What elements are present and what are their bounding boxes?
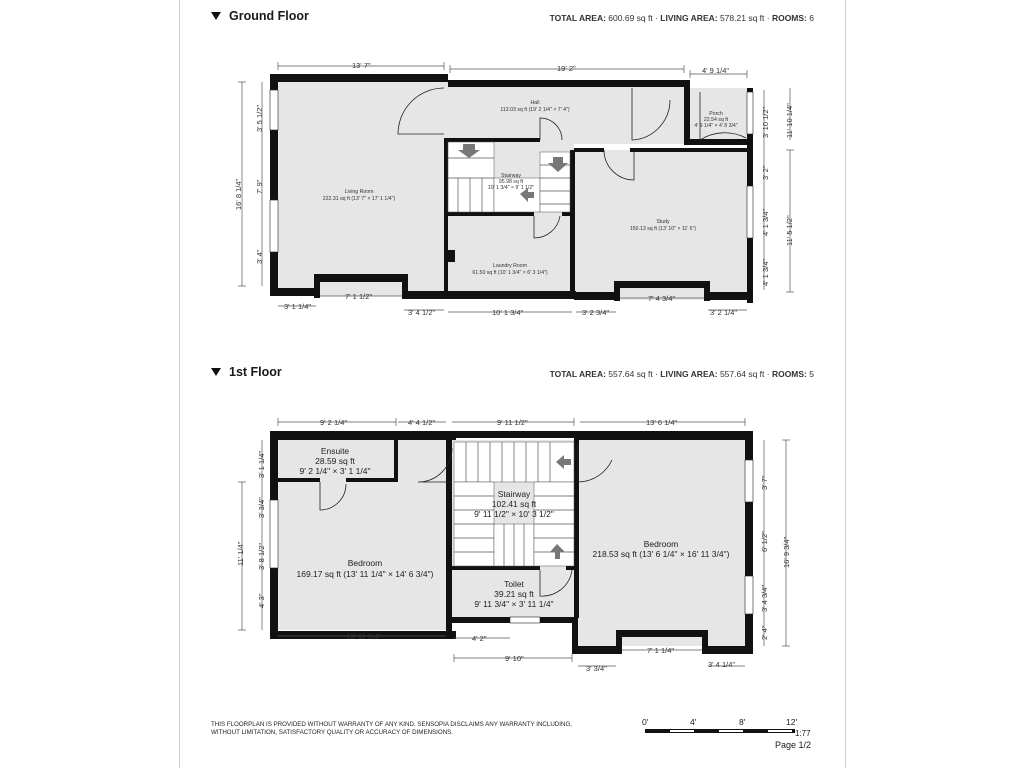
svg-text:7' 4 3/4": 7' 4 3/4" <box>648 294 676 303</box>
page-number: Page 1/2 <box>775 740 812 750</box>
scale-ratio: 1:77 <box>795 729 811 738</box>
room-area: 218.53 sq ft (13' 6 1/4" × 16' 11 3/4") <box>592 549 730 559</box>
room-name: Porch <box>709 111 723 117</box>
room-area: 28.59 sq ft <box>315 456 355 466</box>
room-area: 95.98 sq ft <box>498 179 524 185</box>
svg-text:4' 9 1/4": 4' 9 1/4" <box>702 66 730 75</box>
floor-title: 1st Floor <box>229 365 282 379</box>
svg-text:3' 4 1/4": 3' 4 1/4" <box>708 660 736 669</box>
svg-text:13' 6 1/4": 13' 6 1/4" <box>646 418 678 427</box>
svg-text:16' 9 3/4": 16' 9 3/4" <box>782 536 791 568</box>
svg-text:7' 1 1/4": 7' 1 1/4" <box>647 646 675 655</box>
room-area: 113.03 sq ft (19' 2 1/4" × 7' 4") <box>500 107 570 113</box>
svg-text:3' 7": 3' 7" <box>760 475 769 490</box>
disclaimer: THIS FLOORPLAN IS PROVIDED WITHOUT WARRANTY OF ANY KIND. SENSOPIA DISCLAIMS ANY WARRANTY INCLUDING, WITHOUT LIMITATION, SATISFACTORY QUALITY OR ACCURACY OF DIMENSIONS. <box>211 721 572 736</box>
svg-text:3' 10 1/2": 3' 10 1/2" <box>761 106 770 138</box>
svg-text:4' 1 3/4": 4' 1 3/4" <box>761 258 770 286</box>
ground-floor-plan <box>234 61 794 317</box>
svg-text:3' 1 1/4": 3' 1 1/4" <box>257 450 266 478</box>
room-area: 222.31 sq ft (13' 7" × 17' 1 1/4") <box>322 196 396 202</box>
room-name: Bedroom <box>347 558 383 568</box>
room-area: 39.21 sq ft <box>494 589 534 599</box>
room-dims: 4' 9 1/4" × 4' 8 3/4" <box>694 123 738 129</box>
svg-text:11' 10 1/4": 11' 10 1/4" <box>785 103 794 138</box>
svg-text:3' 3/4": 3' 3/4" <box>257 497 266 518</box>
living-room[interactable] <box>276 80 448 291</box>
svg-text:11' 5 1/2": 11' 5 1/2" <box>785 215 794 246</box>
svg-text:3' 2 3/4": 3' 2 3/4" <box>582 308 610 317</box>
svg-text:13' 11 1/4": 13' 11 1/4" <box>346 632 381 641</box>
svg-text:19' 2": 19' 2" <box>557 64 576 73</box>
svg-text:3' 4 1/2": 3' 4 1/2" <box>408 308 436 317</box>
svg-text:3' 4": 3' 4" <box>255 249 264 264</box>
svg-text:11' 1/4": 11' 1/4" <box>236 541 245 566</box>
svg-text:16' 8 1/4": 16' 8 1/4" <box>234 178 243 210</box>
svg-text:4' 2": 4' 2" <box>472 634 487 643</box>
svg-text:10' 1 3/4": 10' 1 3/4" <box>492 308 524 317</box>
svg-text:3' 1 1/4": 3' 1 1/4" <box>284 302 312 311</box>
room-name: Laundry Room <box>492 263 528 269</box>
svg-text:13' 7": 13' 7" <box>352 61 371 70</box>
ground-floor-stats: TOTAL AREA: 600.69 sq ft · LIVING AREA: 578.21 sq ft · ROOMS: 6 <box>549 13 814 23</box>
room-name: Living Room <box>344 189 374 195</box>
scale-tick-8: 8' <box>739 717 746 727</box>
room-name: Hall <box>530 100 540 106</box>
svg-text:3' 3/4": 3' 3/4" <box>586 664 607 673</box>
svg-text:3' 5 1/2": 3' 5 1/2" <box>255 104 264 132</box>
room-name: Stairway <box>501 173 521 179</box>
svg-text:7' 9": 7' 9" <box>255 179 264 194</box>
room-dims: 9' 11 1/2" × 10' 3 1/2" <box>474 509 554 519</box>
svg-text:4' 1 3/4": 4' 1 3/4" <box>761 208 770 236</box>
scale-tick-4: 4' <box>690 717 697 727</box>
svg-text:4' 3": 4' 3" <box>257 593 266 608</box>
svg-text:2' 4": 2' 4" <box>760 625 769 640</box>
room-area: 102.41 sq ft <box>491 499 537 509</box>
room-dims: 9' 2 1/4" × 3' 1 1/4" <box>299 466 371 476</box>
scale-tick-0: 0' <box>642 717 649 727</box>
room-area: 61.50 sq ft (10' 1 3/4" × 6' 3 1/4") <box>472 270 548 276</box>
svg-text:4' 4 1/2": 4' 4 1/2" <box>408 418 436 427</box>
svg-text:3' 2": 3' 2" <box>761 165 770 180</box>
room-area: 150.13 sq ft (13' 10" × 11' 6") <box>629 226 697 232</box>
svg-text:3' 8 1/2": 3' 8 1/2" <box>257 542 266 570</box>
svg-text:3' 2 1/4": 3' 2 1/4" <box>710 308 738 317</box>
laundry-room[interactable] <box>444 215 574 292</box>
room-name: Bedroom <box>643 539 679 549</box>
svg-text:7' 1 1/2": 7' 1 1/2" <box>345 292 373 301</box>
room-name: Toilet <box>504 579 524 589</box>
svg-text:6' 1/2": 6' 1/2" <box>760 531 769 552</box>
scale-bar <box>645 729 795 733</box>
floor-title: Ground Floor <box>229 9 309 23</box>
scale-tick-12: 12' <box>786 717 798 727</box>
svg-text:9' 2 1/4": 9' 2 1/4" <box>320 418 348 427</box>
svg-text:9' 10": 9' 10" <box>505 654 524 663</box>
room-dims: 9' 11 3/4" × 3' 11 1/4" <box>474 599 554 609</box>
room-area: 22.54 sq ft <box>703 117 729 123</box>
room-dims: 10' 1 3/4" × 9' 1 1/2" <box>487 185 535 191</box>
room-name: Stairway <box>497 489 531 499</box>
svg-text:9' 11 1/2": 9' 11 1/2" <box>497 418 528 427</box>
room-name: Study <box>656 219 670 225</box>
svg-text:3' 4 3/4": 3' 4 3/4" <box>760 584 769 612</box>
first-floor-plan <box>236 418 791 673</box>
room-area: 169.17 sq ft (13' 11 1/4" × 14' 6 3/4") <box>296 569 434 579</box>
room-name: Ensuite <box>320 446 350 456</box>
first-floor-stats: TOTAL AREA: 557.64 sq ft · LIVING AREA: 557.64 sq ft · ROOMS: 5 <box>549 369 814 379</box>
